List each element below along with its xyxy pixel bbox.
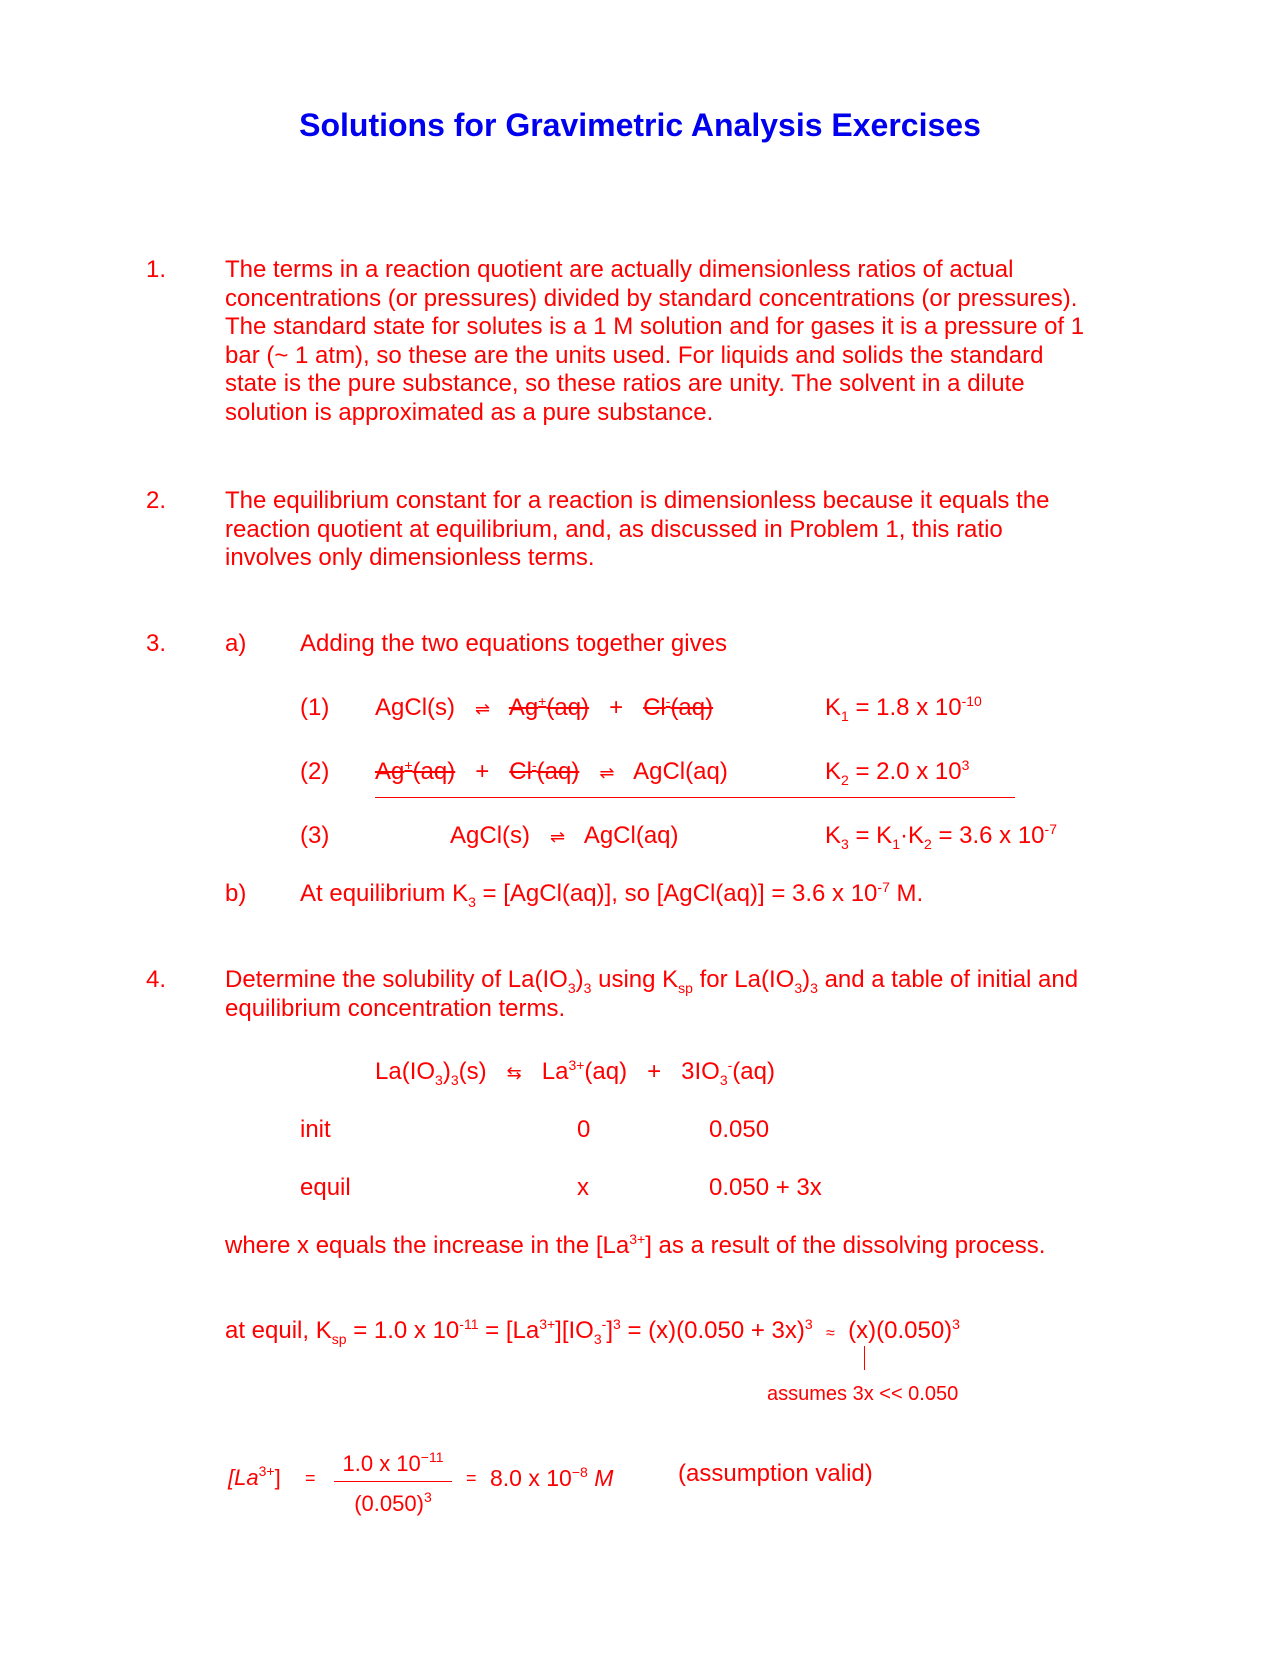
answer-2-line: involves only dimensionless terms. xyxy=(225,544,595,571)
eq2-ag-charge: + xyxy=(404,757,413,773)
fraction-denominator xyxy=(334,1490,452,1518)
eq2-plus: + xyxy=(475,758,490,785)
question-number-3: 3. xyxy=(146,630,167,657)
equation-3 xyxy=(450,822,679,851)
sum-divider-line xyxy=(375,797,1015,798)
result-exponent: −8 xyxy=(571,1464,588,1480)
ksp-sub: sp xyxy=(331,1331,347,1347)
eq1-ag-state: (aq) xyxy=(546,694,590,721)
rxn-iodate-state: (aq) xyxy=(732,1058,775,1085)
answer-4-line-1 xyxy=(225,966,1078,994)
eq3-reactant: AgCl(s) xyxy=(450,822,531,849)
rxn-la-charge: 3+ xyxy=(568,1057,585,1073)
answer-1-line: The terms in a reaction quotient are actually dimensionless ratios of actual xyxy=(225,256,1014,283)
eq1-reactant: AgCl(s) xyxy=(375,694,456,721)
result-value: 8.0 x 10 xyxy=(490,1465,572,1491)
answer-2-line: The equilibrium constant for a reaction is dimensionless because it equals the xyxy=(225,487,1050,514)
rxn-iodate: 3IO xyxy=(681,1058,720,1085)
init-label: init xyxy=(300,1116,331,1143)
q4-text-6: and a table of initial and xyxy=(817,966,1079,993)
eq2-cl: Cl xyxy=(509,758,532,785)
answer-2 xyxy=(225,487,1135,573)
equil-iodate-value: 0.050 + 3x xyxy=(709,1174,822,1201)
answer-1-line: bar (~ 1 atm), so these are the units used. For liquids and solids the standard xyxy=(225,341,1044,369)
eq3-product: AgCl(aq) xyxy=(583,822,679,849)
k3-value: = 3.6 x 10 xyxy=(938,822,1045,849)
numerator-value: 1.0 x 10 xyxy=(342,1451,421,1476)
k3-label: K xyxy=(825,822,842,849)
q4-sub-5: 3 xyxy=(810,980,818,996)
ksp-exponent: -11 xyxy=(459,1316,479,1332)
k3-expression xyxy=(825,822,1057,850)
init-iodate-value: 0.050 xyxy=(709,1116,770,1143)
rxn-left-3: (s) xyxy=(458,1058,487,1085)
rxn-la-state: (aq) xyxy=(584,1058,628,1085)
assumption-valid-note: (assumption valid) xyxy=(678,1460,873,1487)
question-number-4: 4. xyxy=(146,966,167,993)
ksp-equation xyxy=(225,1317,960,1348)
equilibrium-arrow-icon: ⇌ xyxy=(475,699,491,719)
answer-1-line: state is the pure substance, so these ratios are unity. The solvent in a dilute xyxy=(225,370,1025,397)
ksp-text-1: at equil, K xyxy=(225,1317,332,1344)
la-concentration-lhs xyxy=(228,1464,281,1492)
equals-sign-2: = xyxy=(466,1468,477,1488)
q4-sub-3: sp xyxy=(678,980,693,996)
k1-expression xyxy=(825,694,982,722)
rxn-la: La xyxy=(541,1058,569,1085)
k2-expression xyxy=(825,758,969,786)
equation-1 xyxy=(375,694,713,723)
q4-text-1: Determine the solubility of La(IO xyxy=(225,966,568,993)
result-unit: M xyxy=(594,1465,614,1491)
eq1-plus: + xyxy=(609,694,624,721)
ksp-text-5: ] xyxy=(606,1317,613,1344)
equation-1-number: (1) xyxy=(300,694,330,721)
k2-label: K xyxy=(825,758,842,785)
lhs-bracket: ] xyxy=(274,1465,281,1490)
question-number-1: 1. xyxy=(146,256,167,283)
eq1-silver-ion-cancelled xyxy=(509,694,589,721)
eq1-chloride-ion-cancelled xyxy=(643,694,713,721)
k1-sub: 1 xyxy=(841,708,849,724)
part-a-text: Adding the two equations together gives xyxy=(300,630,727,657)
question-number-2: 2. xyxy=(146,487,167,514)
part-b-exponent: -7 xyxy=(877,879,890,895)
rxn-plus: + xyxy=(647,1058,662,1085)
part-b-text-3: M. xyxy=(889,880,924,907)
equation-2-number: (2) xyxy=(300,758,330,785)
rxn-left-1: La(IO xyxy=(375,1058,436,1085)
equil-label: equil xyxy=(300,1174,351,1201)
ksp-iodate-charge: - xyxy=(601,1316,607,1332)
rxn-iodate-sub: 3 xyxy=(719,1072,728,1088)
eq1-cl-charge: - xyxy=(665,693,671,709)
q4-text-3: using K xyxy=(591,966,679,993)
eq2-silver-ion-cancelled xyxy=(375,758,455,785)
ksp-text-7: (x)(0.050) xyxy=(848,1317,953,1344)
where-charge: 3+ xyxy=(629,1231,646,1247)
equals-sign-1: = xyxy=(305,1468,316,1488)
ksp-text-4: ][IO xyxy=(555,1317,594,1344)
rxn-left-sub-1: 3 xyxy=(435,1072,443,1088)
fraction-bar xyxy=(334,1481,452,1482)
ksp-text-2: = 1.0 x 10 xyxy=(346,1317,460,1344)
q4-text-2: ) xyxy=(575,966,584,993)
q4-text-4: for La(IO xyxy=(692,966,795,993)
ksp-exp-3: 3 xyxy=(804,1316,813,1332)
equilibrium-arrow-icon: ⇆ xyxy=(506,1063,522,1083)
answer-1-line: solution is approximated as a pure substance. xyxy=(225,398,714,426)
ksp-text-3: = [La xyxy=(478,1317,540,1344)
eq1-cl-state: (aq) xyxy=(670,694,714,721)
answer-2-line: reaction quotient at equilibrium, and, as discussed in Problem 1, this ratio xyxy=(225,515,1003,543)
eq2-cl-state: (aq) xyxy=(536,758,580,785)
lhs-la: [La xyxy=(228,1465,259,1490)
part-b-text xyxy=(300,880,923,908)
k3-factor2-sub: 2 xyxy=(923,836,932,852)
part-b-text-2: = [AgCl(aq)], so [AgCl(aq)] = 3.6 x 10 xyxy=(482,880,878,907)
rxn-left-2: ) xyxy=(442,1058,451,1085)
k3-equals: = K xyxy=(855,822,893,849)
eq2-ag: Ag xyxy=(375,758,405,785)
ksp-text-6: = (x)(0.050 + 3x) xyxy=(620,1317,805,1344)
k3-exponent: -7 xyxy=(1044,821,1057,837)
equation-3-number: (3) xyxy=(300,822,330,849)
rxn-left-sub-2: 3 xyxy=(450,1072,459,1088)
eq2-ag-state: (aq) xyxy=(412,758,456,785)
q4-sub-1: 3 xyxy=(567,980,576,996)
eq2-chloride-ion-cancelled xyxy=(509,758,579,785)
k1-value: = 1.8 x 10 xyxy=(855,694,962,721)
eq1-cl: Cl xyxy=(643,694,666,721)
eq2-cl-charge: - xyxy=(531,757,537,773)
numerator-exponent: −11 xyxy=(420,1449,444,1465)
k1-exponent: -10 xyxy=(961,693,982,709)
k3-sub: 3 xyxy=(841,836,849,852)
eq2-product: AgCl(aq) xyxy=(633,758,728,785)
page-title: Solutions for Gravimetric Analysis Exercises xyxy=(299,107,981,143)
k2-value: = 2.0 x 10 xyxy=(855,758,962,785)
answer-1 xyxy=(225,256,1135,427)
answer-1-line: The standard state for solutes is a 1 M solution and for gases it is a pressure of 1 xyxy=(225,313,1085,340)
where-text-1: where x equals the increase in the [La xyxy=(225,1232,630,1259)
eq1-ag-charge: + xyxy=(538,693,547,709)
k2-exponent: 3 xyxy=(961,757,970,773)
assumption-pointer-line xyxy=(864,1346,865,1370)
part-b-text-1: At equilibrium K xyxy=(300,880,469,907)
k3-dot: ·K xyxy=(899,822,924,849)
k3-factor1-sub: 1 xyxy=(892,836,900,852)
part-b-label: b) xyxy=(225,880,247,907)
q4-sub-4: 3 xyxy=(794,980,803,996)
la-concentration-result xyxy=(490,1464,613,1492)
dissolution-reaction xyxy=(375,1058,775,1087)
assumption-note: assumes 3x << 0.050 xyxy=(767,1383,959,1405)
fraction-numerator xyxy=(334,1450,452,1478)
ksp-exp-2: 3 xyxy=(612,1316,621,1332)
answer-4-line-2: equilibrium concentration terms. xyxy=(225,995,566,1022)
k2-sub: 2 xyxy=(841,772,849,788)
equilibrium-arrow-icon: ⇌ xyxy=(599,763,615,783)
part-b-sub: 3 xyxy=(468,894,476,910)
where-statement xyxy=(225,1232,1045,1260)
denominator-exponent: 3 xyxy=(423,1489,432,1505)
ksp-iodate-sub: 3 xyxy=(593,1331,602,1347)
answer-1-line: concentrations (or pressures) divided by standard concentrations (or pressures). xyxy=(225,284,1078,312)
where-text-2: ] as a result of the dissolving process. xyxy=(645,1232,1046,1259)
approx-symbol: ≈ xyxy=(826,1325,835,1342)
equilibrium-arrow-icon: ⇌ xyxy=(550,827,566,847)
eq1-ag: Ag xyxy=(508,694,539,721)
init-la-value: 0 xyxy=(577,1116,591,1143)
q4-text-5: ) xyxy=(802,966,811,993)
equation-2 xyxy=(375,758,728,787)
q4-sub-2: 3 xyxy=(583,980,592,996)
ksp-exp-4: 3 xyxy=(952,1316,960,1332)
ksp-la-charge: 3+ xyxy=(539,1316,556,1332)
denominator-value: (0.050) xyxy=(354,1491,424,1516)
k1-label: K xyxy=(825,694,842,721)
equil-la-value: x xyxy=(577,1174,589,1201)
part-a-label: a) xyxy=(225,630,247,657)
rxn-iodate-charge: - xyxy=(727,1057,733,1073)
lhs-la-charge: 3+ xyxy=(258,1463,275,1479)
